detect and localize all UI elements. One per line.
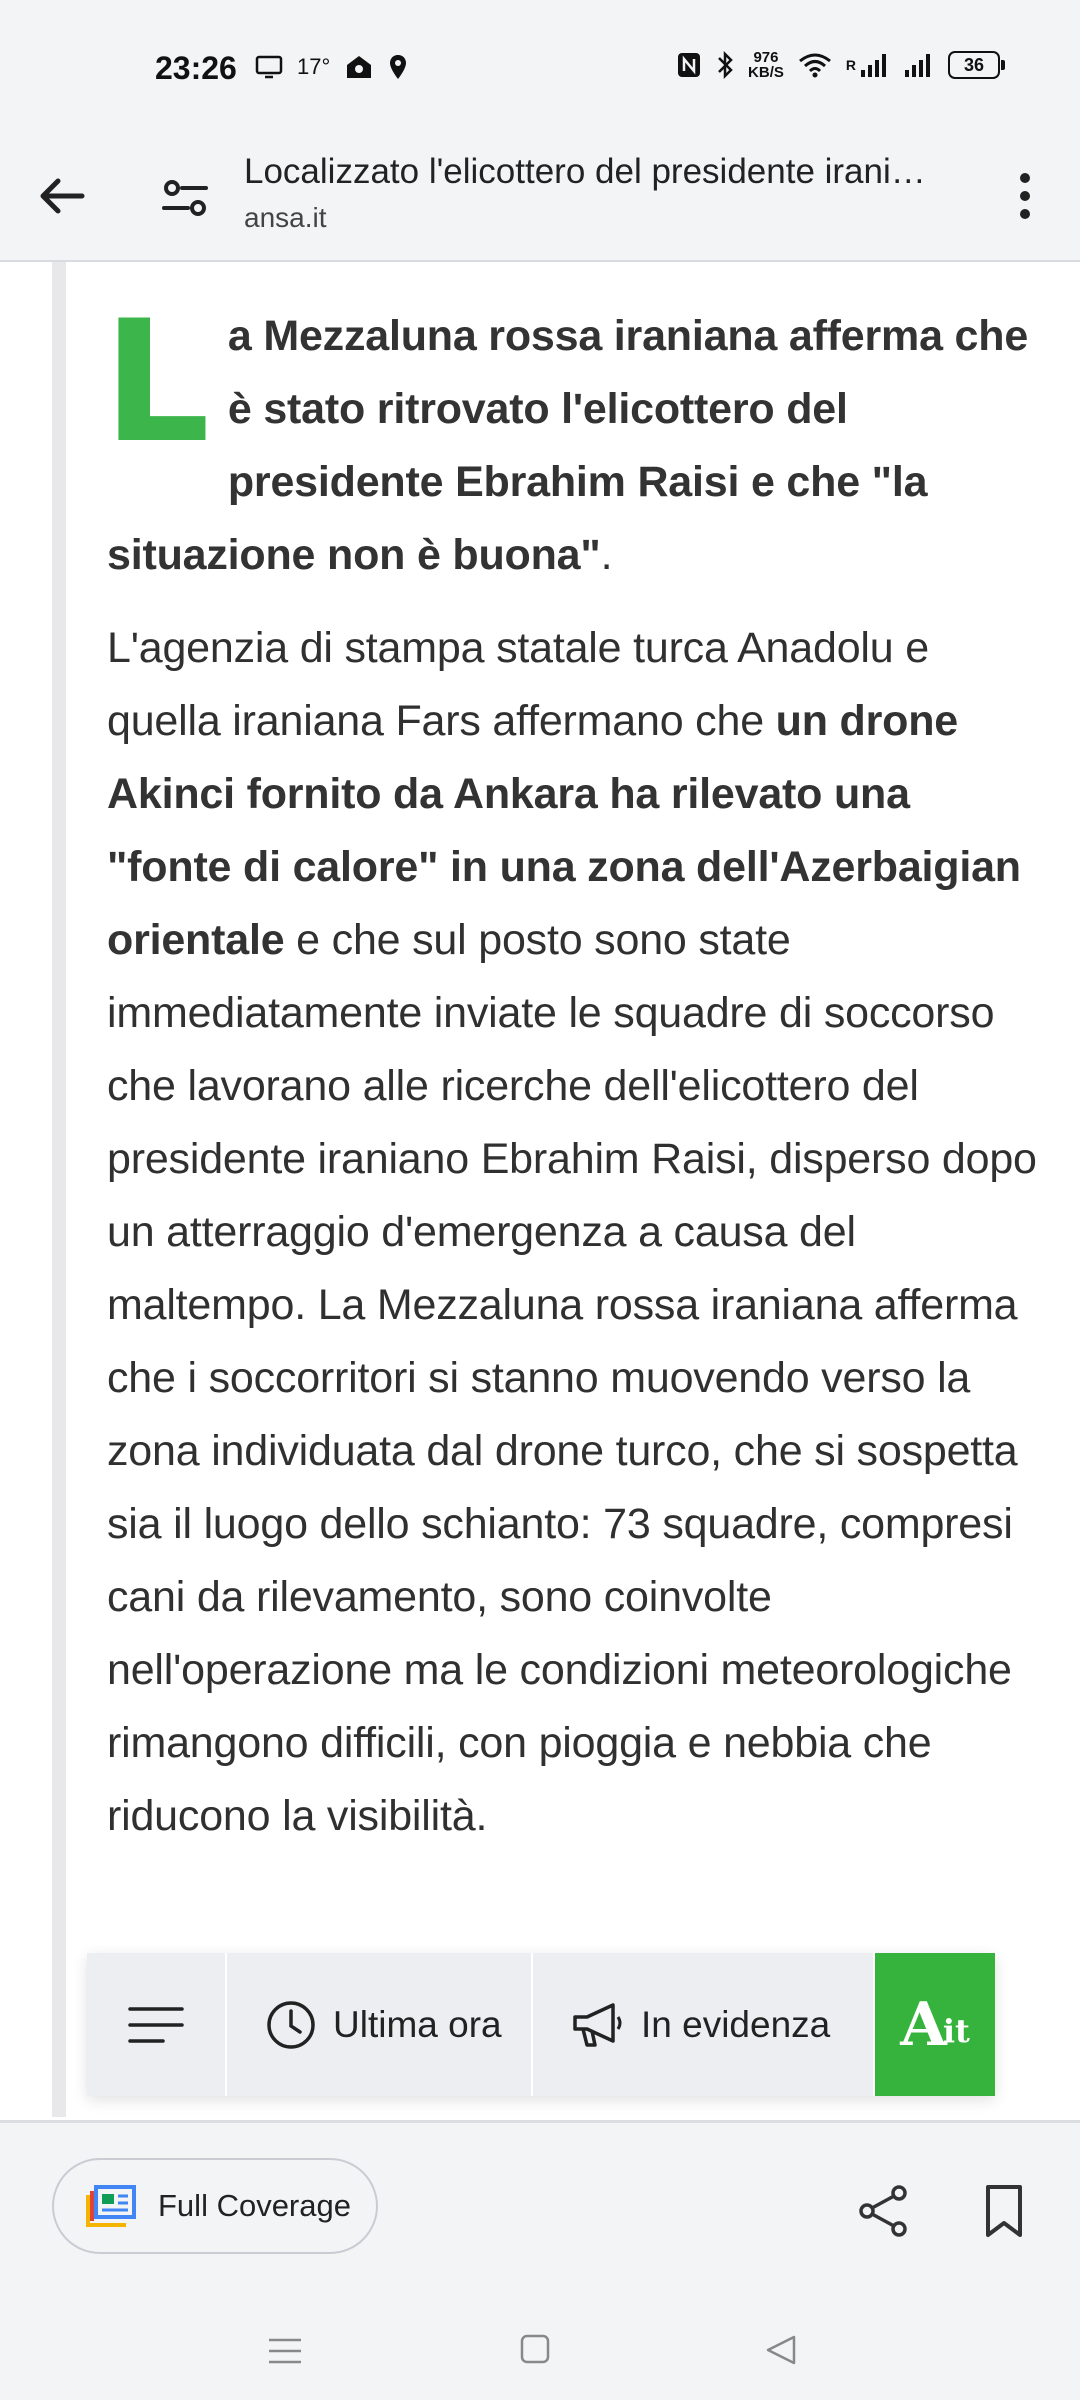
full-coverage-button[interactable]	[52, 2158, 378, 2254]
ansa-it-logo[interactable]	[875, 1953, 995, 2096]
status-left-icons	[255, 53, 408, 81]
signal-icon-1	[860, 52, 890, 78]
network-speed-unit: KB/S	[748, 64, 784, 81]
article-body-paragraph	[107, 612, 1037, 1853]
nav-home-icon[interactable]	[519, 2333, 551, 2365]
lead-bold-text: a Mezzaluna rossa iraniana afferma che è stato ritrovato l'elicottero del presidente Ebrahim Raisi e che "la situazione non è buona"	[107, 312, 1029, 579]
roaming-indicator: R	[845, 57, 856, 73]
site-menu-button[interactable]	[87, 1953, 227, 2096]
nav-recents-icon[interactable]	[267, 2336, 303, 2366]
megaphone-icon	[571, 2001, 625, 2049]
logo-letter: A	[900, 1989, 947, 2060]
more-vert-icon[interactable]	[1010, 168, 1040, 224]
tune-icon[interactable]	[158, 170, 214, 226]
nfc-icon	[676, 51, 702, 79]
logo-suffix: it	[942, 2011, 970, 2050]
browser-top-bar	[0, 130, 1080, 262]
page-domain: ansa.it	[244, 202, 327, 233]
location-icon	[388, 53, 408, 81]
bookmark-icon[interactable]	[982, 2183, 1026, 2239]
notification-icon	[344, 53, 374, 81]
status-bar	[0, 0, 1080, 130]
battery-icon	[948, 51, 1000, 79]
status-temperature: 17°	[297, 54, 331, 79]
site-floating-nav	[87, 1953, 995, 2096]
battery-level: 36	[963, 54, 985, 75]
bluetooth-icon	[716, 50, 734, 80]
menu-icon	[127, 2003, 185, 2047]
share-icon[interactable]	[855, 2183, 911, 2239]
latest-news-button[interactable]	[227, 1953, 533, 2096]
drop-cap: L	[103, 284, 210, 480]
featured-button[interactable]	[533, 1953, 875, 2096]
status-right-icons	[676, 50, 1000, 80]
article-content	[0, 262, 1080, 2120]
article-text	[103, 284, 1037, 1853]
full-coverage-label: Full Coverage	[158, 2188, 351, 2223]
page-title: Localizzato l'elicottero del presidente irani…	[244, 152, 926, 191]
latest-news-label: Ultima ora	[333, 2003, 502, 2045]
network-speed-value: 976	[753, 49, 779, 66]
screen-icon	[255, 55, 283, 79]
featured-label: In evidenza	[641, 2003, 831, 2045]
back-arrow-icon[interactable]	[34, 168, 90, 224]
signal-icon-2	[904, 52, 934, 78]
wifi-icon	[798, 51, 832, 79]
lead-tail: .	[600, 531, 613, 579]
nav-back-icon[interactable]	[764, 2333, 798, 2367]
status-time: 23:26	[155, 50, 237, 86]
clock-icon	[265, 1999, 317, 2051]
body-bold-text: un drone Akinci fornito da Ankara ha rilevato una "fonte di calore" in una zona dell'Azerbaigian orientale	[107, 697, 1021, 964]
full-coverage-icon	[84, 2183, 138, 2229]
body-text-2: e che sul posto sono state immediatamente inviate le squadre di soccorso che lavorano alle ricerche dell'elicottero del presidente iraniano Ebrahim Raisi, disperso dopo un atterraggio d'emergenza a causa del maltempo. La Mezzaluna rossa iraniana afferma che i soccorritori si stanno muovendo verso la zona individuata dal drone turco, che si sospetta sia il luogo dello schianto: 73 squadre, compresi cani da rilevamento, sono coinvolte nell'operazione ma le condizioni meteorologiche rimangono difficili, con pioggia e nebbia che riducono la visibilità.	[107, 916, 1037, 1840]
network-speed	[748, 50, 784, 80]
browser-bottom-bar	[0, 2123, 1080, 2400]
article-lead	[103, 284, 1037, 592]
left-margin-rule	[52, 262, 66, 2117]
body-text-1: L'agenzia di stampa statale turca Anadolu e quella iraniana Fars affermano che	[107, 624, 929, 745]
